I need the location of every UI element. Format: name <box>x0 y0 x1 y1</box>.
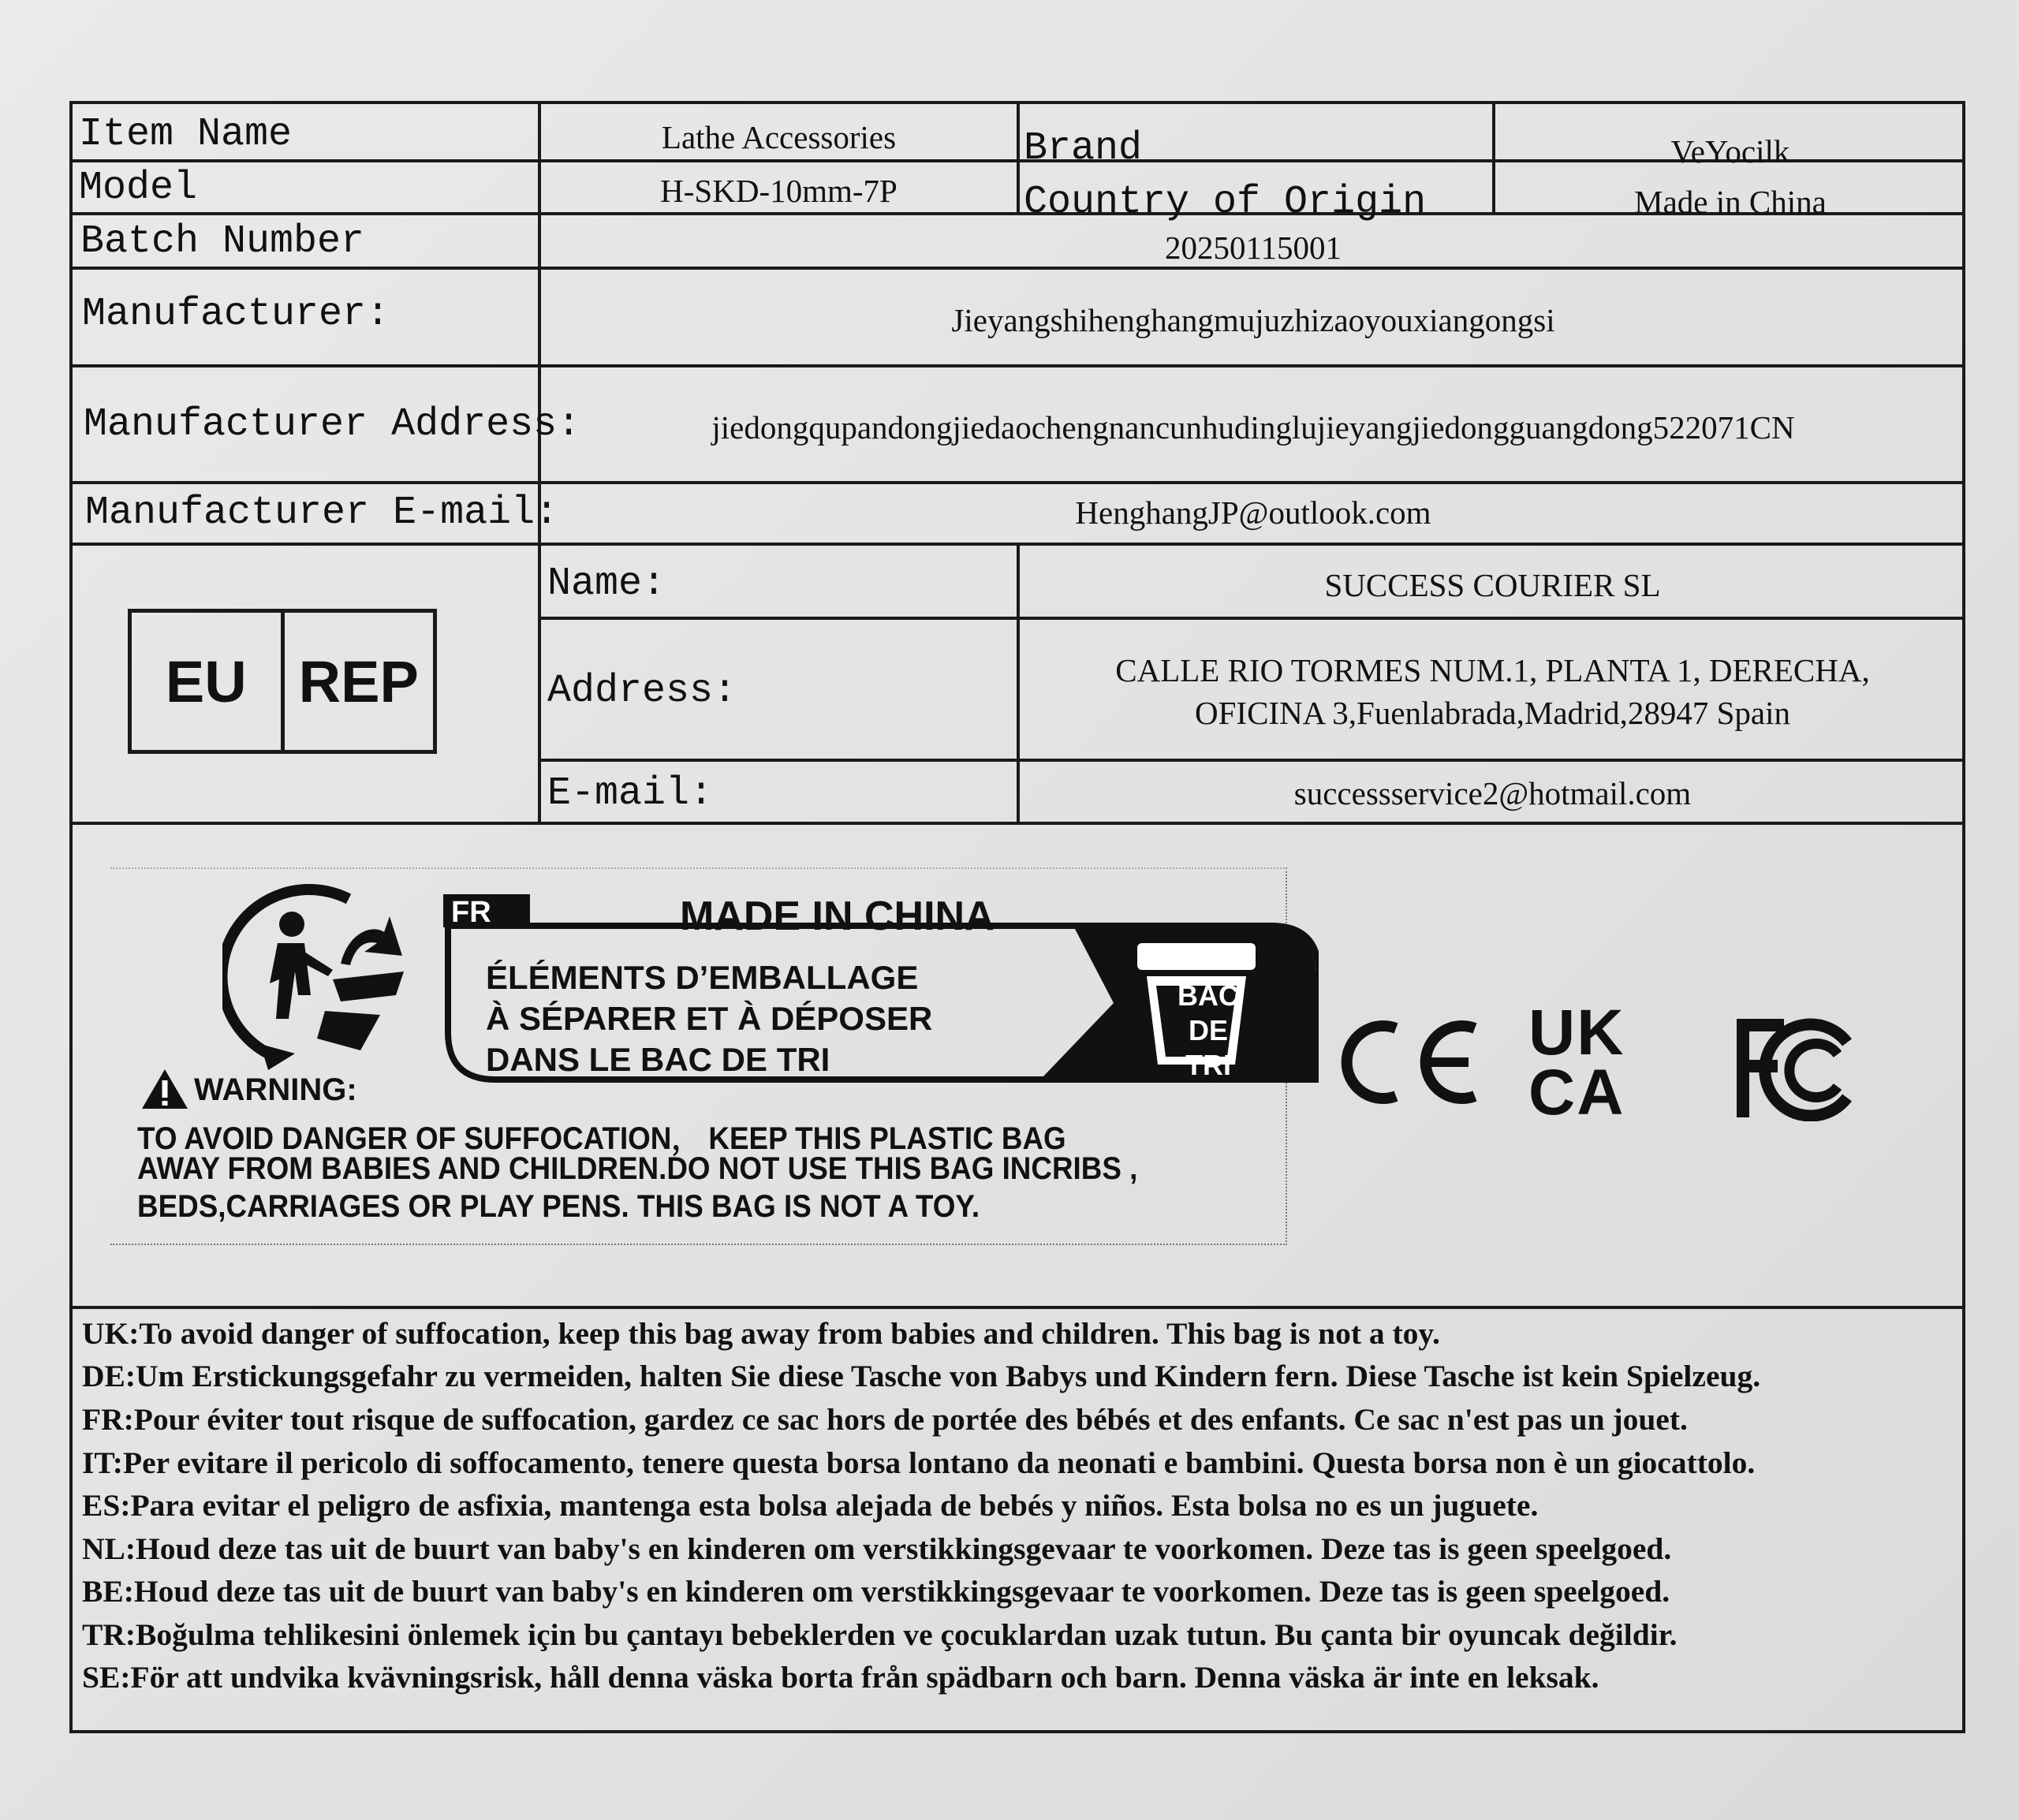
address-value: jiedongqupandongjiedaochengnancunhudinglujieyangjiedongguangdong522071CN <box>711 409 1795 446</box>
warning-it: IT:Per evitare il pericolo di soffocamento, tenere questa borsa lontano da neonati e bambini. Questa borsa non è un giocattolo. <box>82 1445 1756 1480</box>
manufacturer-value: Jieyangshihenghangmujuzhizaoyouxiangongsi <box>951 302 1555 338</box>
email-label: Manufacturer E-mail: <box>85 490 559 535</box>
made-in-china-heading: MADE IN CHINA <box>680 893 995 939</box>
product-label-sheet <box>69 101 1965 1733</box>
triman-line-3: DANS LE BAC DE TRI <box>486 1041 830 1078</box>
fcc-mark-icon <box>1729 1011 1863 1121</box>
brand-value: VeYocilk <box>1670 133 1790 170</box>
warning-triangle-icon <box>140 1068 189 1110</box>
eu-rep-logo-right: REP <box>281 613 434 750</box>
triman-line-2: À SÉPARER ET À DÉPOSER <box>486 1000 933 1037</box>
manufacturer-label: Manufacturer: <box>82 292 390 337</box>
warning-es: ES:Para evitar el peligro de asfixia, mantenga esta bolsa alejada de bebés y niños. Esta bolsa no es un juguete. <box>82 1488 1539 1523</box>
warning-fr: FR:Pour éviter tout risque de suffocation, gardez ce sac hors de portée des bébés et des enfants. Ce sac n'est pas un jouet. <box>82 1402 1688 1437</box>
ce-mark-text: CE <box>1333 1011 1334 1012</box>
warning-uk: UK:To avoid danger of suffocation, keep this bag away from babies and children. This bag is not a toy. <box>82 1316 1440 1351</box>
brand-label: Brand <box>1024 126 1143 171</box>
warning-line-1: TO AVOID DANGER OF SUFFOCATION， KEEP THIS PLASTIC BAG <box>137 1121 1066 1156</box>
model-value: H-SKD-10mm-7P <box>660 173 898 209</box>
item-name-value: Lathe Accessories <box>661 119 897 155</box>
triman-line-1: ÉLÉMENTS D’EMBALLAGE <box>486 959 919 996</box>
email-value: HenghangJP@outlook.com <box>1075 494 1431 531</box>
batch-value: 20250115001 <box>1165 229 1342 266</box>
item-name-label: Item Name <box>79 112 293 157</box>
address-label: Manufacturer Address: <box>84 402 581 447</box>
bin-label-2: DE <box>1188 1014 1228 1046</box>
bin-label-1: BAC <box>1177 979 1239 1012</box>
eu-rep-address-line1: CALLE RIO TORMES NUM.1, PLANTA 1, DERECHA, <box>1115 652 1870 688</box>
ukca-mark-bottom: CA <box>1528 1057 1625 1128</box>
table-rule <box>538 617 1962 620</box>
batch-label: Batch Number <box>80 219 365 264</box>
warning-title: WARNING: <box>194 1072 357 1107</box>
warning-line-2: AWAY FROM BABIES AND CHILDREN.DO NOT USE THIS BAG INCRIBS , <box>137 1151 1138 1186</box>
table-rule <box>73 364 1962 367</box>
recycling-person-icon <box>222 877 412 1074</box>
eu-rep-address-label: Address: <box>547 669 737 714</box>
eu-rep-logo <box>128 609 437 754</box>
fr-tag: FR <box>451 896 491 929</box>
eu-rep-logo-left: EU <box>165 648 247 714</box>
model-label: Model <box>79 166 198 211</box>
warning-be: BE:Houd deze tas uit de buurt van baby's en kinderen om verstikkingsgevaar te voorkomen. Deze tas is geen speelgoed. <box>82 1574 1670 1609</box>
eu-rep-email-value: successservice2@hotmail.com <box>1293 775 1692 811</box>
fcc-mark-text: FCC <box>1729 1011 1730 1012</box>
warning-de: DE:Um Erstickungsgefahr zu vermeiden, halten Sie diese Tasche von Babys und Kindern fern. Diese Tasche ist kein Spielzeug. <box>82 1359 1761 1393</box>
origin-label: Country of Origin <box>1024 180 1427 225</box>
table-rule <box>73 481 1962 484</box>
origin-value: Made in China <box>1634 184 1827 220</box>
warning-se: SE:För att undvika kvävningsrisk, håll denna väska borta från spädbarn och barn. Denna väska är inte en leksak. <box>82 1660 1599 1695</box>
warning-tr: TR:Boğulma tehlikesini önlemek için bu çantayı bebeklerden ve çocuklardan uzak tutun. Bu çanta bir oyuncak değildir. <box>82 1617 1678 1652</box>
table-rule <box>538 759 1962 762</box>
table-rule <box>73 822 1962 825</box>
eu-rep-email-label: E-mail: <box>547 771 714 816</box>
table-rule <box>73 1306 1962 1309</box>
table-rule <box>73 267 1962 270</box>
eu-rep-name-label: Name: <box>547 561 666 606</box>
table-rule <box>1017 104 1020 212</box>
eu-rep-address-line2: OFICINA 3,Fuenlabrada,Madrid,28947 Spain <box>1195 695 1790 731</box>
eu-rep-name-value: SUCCESS COURIER SL <box>1324 567 1661 603</box>
warning-nl: NL:Houd deze tas uit de buurt van baby's en kinderen om verstikkingsgevaar te voorkomen. Deze tas is geen speelgoed. <box>82 1531 1672 1566</box>
table-rule <box>538 104 541 822</box>
warning-line-3: BEDS,CARRIAGES OR PLAY PENS. THIS BAG IS NOT A TOY. <box>137 1189 980 1224</box>
ukca-mark-top: UK <box>1528 997 1625 1069</box>
bin-label-3: TRI <box>1185 1049 1231 1081</box>
ce-mark-icon <box>1333 1011 1491 1113</box>
